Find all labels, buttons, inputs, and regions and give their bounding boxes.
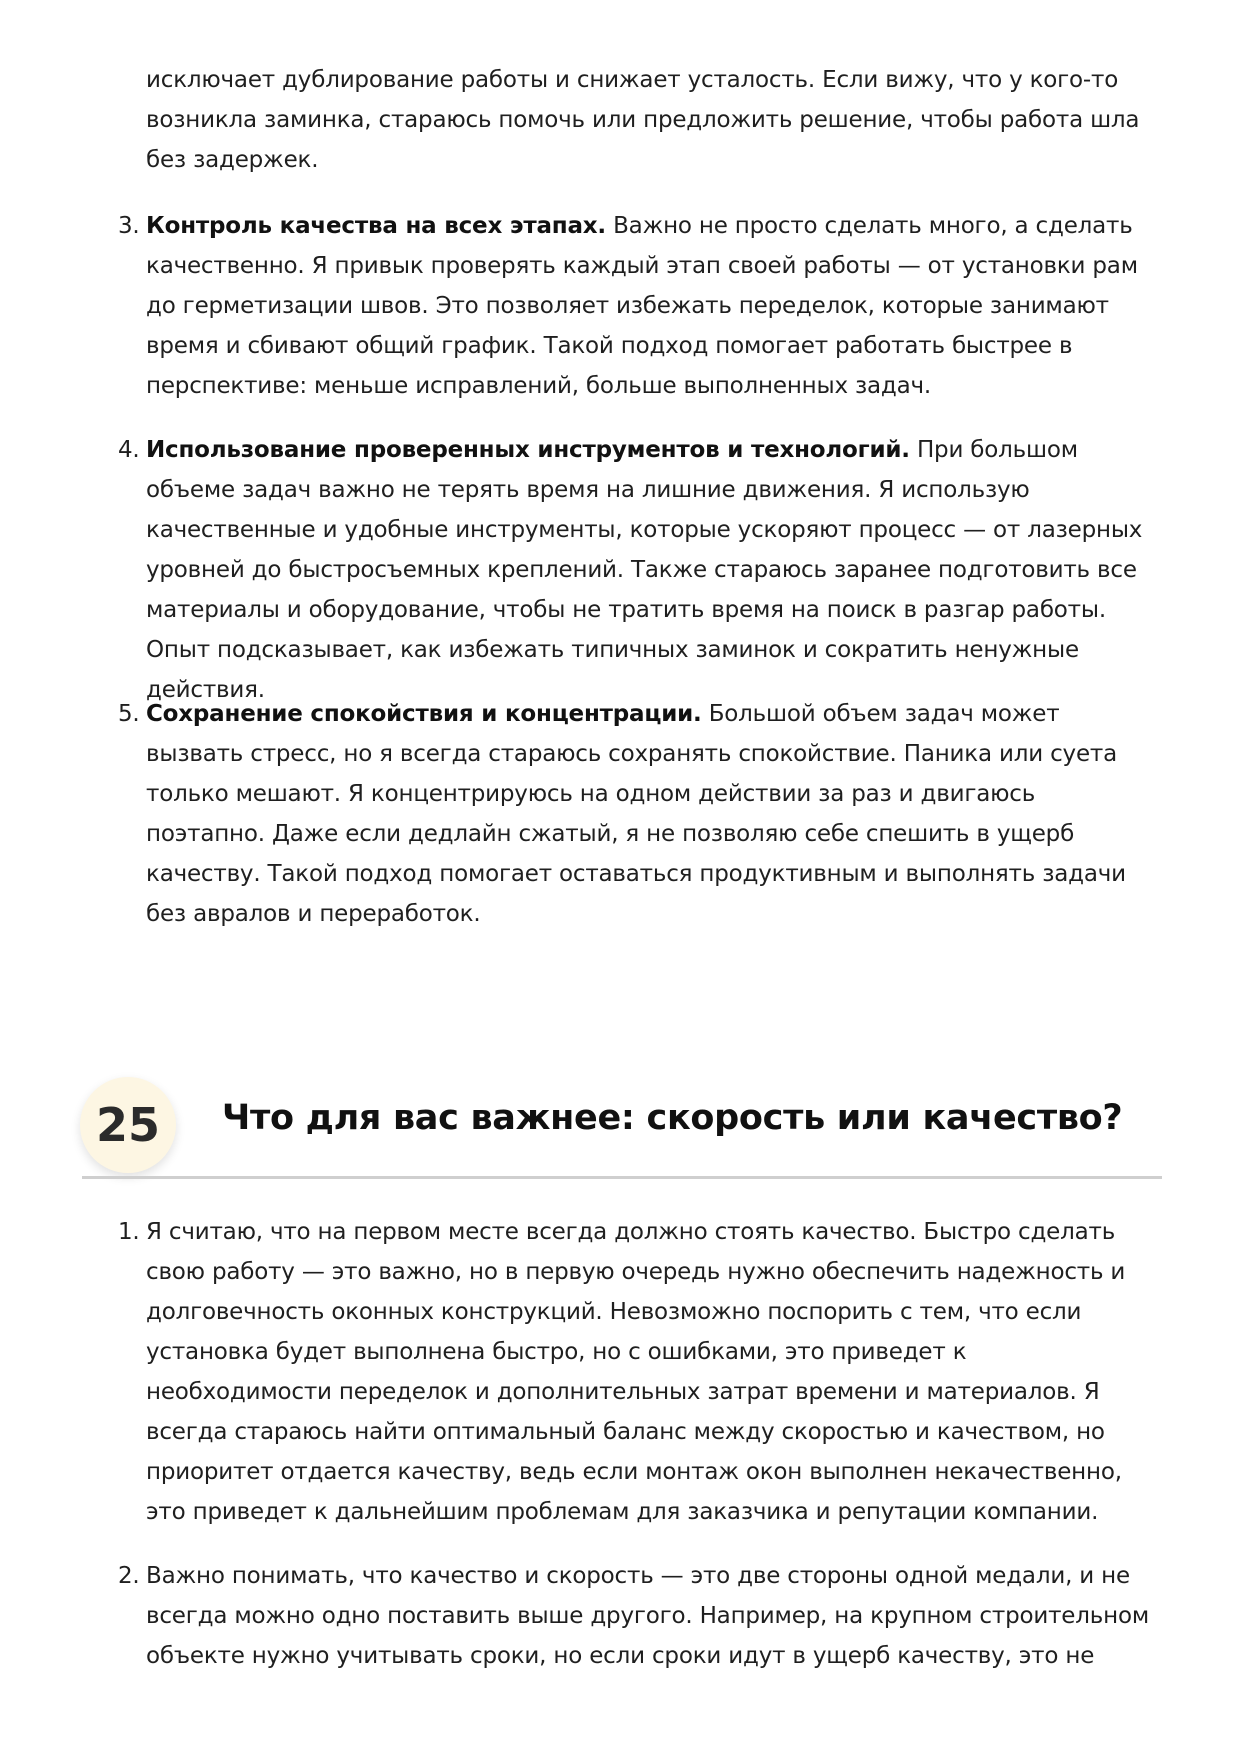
list-item-text: Важно не просто сделать много, а сделать качественно. Я привык проверять каждый этап своей работы — от установки рам до герметизации швов. Это позволяет избежать переделок, которые занимают время и сбивают общий график. Такой подход помогает работать быстрее в перспективе: меньше исправлений, больше выполненных задач. (146, 213, 1138, 399)
list-item-number: 2. (118, 1563, 140, 1589)
continuation-paragraph: исключает дублирование работы и снижает усталость. Если вижу, что у кого-то возникла заминка, стараюсь помочь или предложить решение, чтобы работа шла без задержек. (146, 67, 1140, 173)
list-item-lead: Контроль качества на всех этапах. (146, 213, 606, 239)
list-item (118, 1212, 1156, 1532)
question-number-badge: 25 (80, 1077, 176, 1173)
list-item (118, 1556, 1156, 1676)
list-item-number: 1. (118, 1219, 140, 1245)
list-item (118, 430, 1156, 710)
list-item (118, 206, 1156, 406)
list-item-text: При большом объеме задач важно не терять время на лишние движения. Я использую качественные и удобные инструменты, которые ускоряют процесс — от лазерных уровней до быстросъемных креплений. Также стараюсь заранее подготовить все материалы и оборудование, чтобы не тратить время на поиск в разгар работы. Опыт подсказывает, как избежать типичных заминок и сократить ненужные действия. (146, 437, 1143, 703)
section-divider (82, 1176, 1162, 1179)
question-title: Что для вас важнее: скорость или качество? (222, 1098, 1123, 1138)
list-item-lead: Сохранение спокойствия и концентрации. (146, 701, 702, 727)
list-item-text: Важно понимать, что качество и скорость — это две стороны одной медали, и не всегда можно одно поставить выше другого. Например, на крупном строительном объекте нужно учитывать сроки, но если сроки идут в ущерб качеству, это не (146, 1563, 1149, 1669)
list-item-text: Я считаю, что на первом месте всегда должно стоять качество. Быстро сделать свою работу — это важно, но в первую очередь нужно обеспечить надежность и долговечность оконных конструкций. Невозможно поспорить с тем, что если установка будет выполнена быстро, но с ошибками, это приведет к необходимости переделок и дополнительных затрат времени и материалов. Я всегда стараюсь найти оптимальный баланс между скоростью и качеством, но приоритет отдается качеству, ведь если монтаж окон выполнен некачественно, это приведет к дальнейшим проблемам для заказчика и репутации компании. (146, 1219, 1126, 1525)
list-item (118, 694, 1156, 934)
list-item-number: 5. (118, 701, 140, 727)
list-item-number: 3. (118, 213, 140, 239)
list-item-text: Большой объем задач может вызвать стресс, но я всегда стараюсь сохранять спокойствие. Паника или суета только мешают. Я концентрируюсь на одном действии за раз и двигаюсь поэтапно. Даже если дедлайн сжатый, я не позволяю себе спешить в ущерб качеству. Такой подход помогает оставаться продуктивным и выполнять задачи без авралов и переработок. (146, 701, 1126, 927)
list-item-number: 4. (118, 437, 140, 463)
list-item-lead: Использование проверенных инструментов и технологий. (146, 437, 910, 463)
